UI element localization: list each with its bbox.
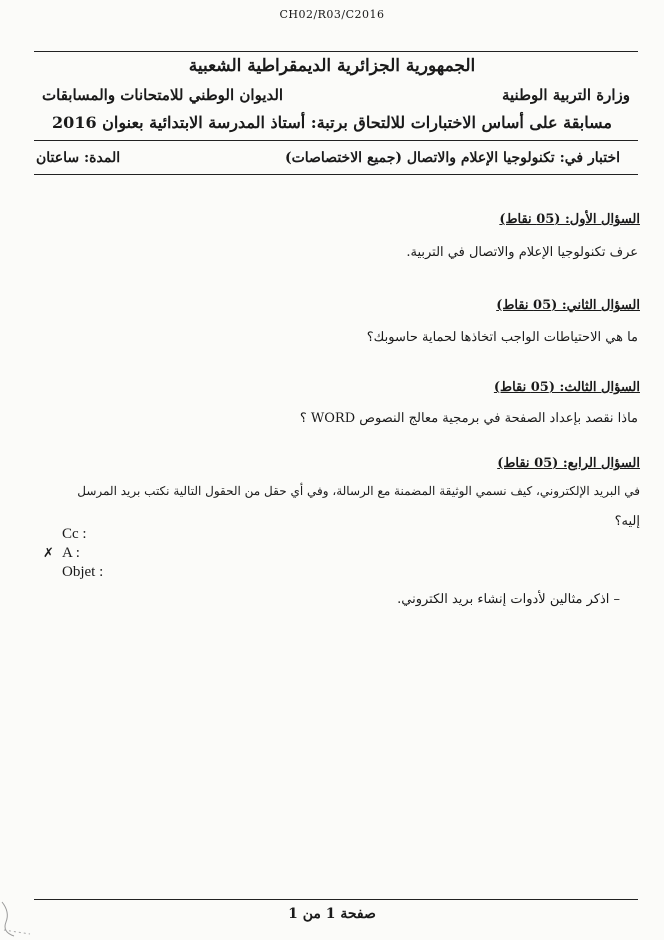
question-1-text: عرف تكنولوجيا الإعلام والاتصال في التربية. [406,245,638,260]
footer-divider [34,899,638,900]
exam-duration: المدة: ساعتان [36,150,121,166]
question-3-text: ماذا نقصد بإعداد الصفحة في برمجية معالج النصوص WORD ؟ [299,411,638,426]
question-1-title: السؤال الأول: (05 نقاط) [499,212,640,227]
question-4-text-line2: إليه؟ [614,514,640,529]
republic-title: الجمهورية الجزائرية الديمقراطية الشعبية [188,56,476,76]
question-4-title: السؤال الرابع: (05 نقاط) [497,456,640,471]
header-divider-1 [34,140,638,141]
question-2-title: السؤال الثاني: (05 نقاط) [496,298,640,313]
field-cc-label: Cc : [62,526,87,542]
question-3-title: السؤال الثالث: (05 نقاط) [493,380,640,395]
field-objet-label: Objet : [62,564,104,580]
page-number: صفحة 1 من 1 [288,906,376,922]
question-4-subquestion: – اذكر مثالين لأدوات إنشاء بريد الكتروني. [397,592,620,607]
ministry-name: وزارة التربية الوطنية [501,86,630,104]
top-divider [34,51,638,52]
question-2-text: ما هي الاحتياطات الواجب اتخاذها لحماية حاسوبك؟ [366,330,638,345]
question-4-text-line1: في البريد الإلكتروني، كيف نسمي الوثيقة المضمنة مع الرسالة، وفي أي حقل من الحقول التالية نكتب بريد المرسل [77,484,640,498]
exam-subject: اختبار في: تكنولوجيا الإعلام والاتصال (جميع الاختصاصات) [284,150,620,166]
check-mark: ✗ [43,546,54,561]
document-code: CH02/R03/C2016 [279,8,385,21]
competition-title: مسابقة على أساس الاختبارات للالتحاق برتبة: أستاذ المدرسة الابتدائية بعنوان 2016 [52,113,612,132]
header-divider-2 [34,174,638,175]
field-a-label: A : [62,545,80,561]
office-name: الديوان الوطني للامتحانات والمسابقات [42,86,284,104]
scan-mark [0,892,40,940]
